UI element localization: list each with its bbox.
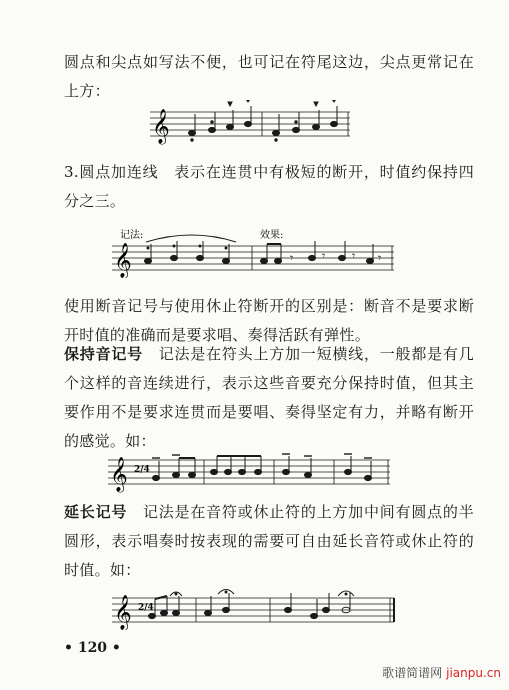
- treble-clef-icon: 𝄞: [152, 109, 170, 144]
- watermark-site-name: 歌谱简谱网: [382, 666, 443, 680]
- paragraph-dot-with-slur: 3.圆点加连线 表示在连贯中有极短的断开，时值约保持四分之三。: [64, 163, 474, 210]
- paragraph-tenuto: [64, 340, 474, 456]
- treble-clef-icon: 𝄞: [110, 457, 128, 492]
- svg-text:𝄾: 𝄾: [352, 249, 356, 263]
- music-example-fermata: [112, 584, 402, 630]
- music-example-tenuto: [108, 450, 398, 494]
- svg-text:𝄾: 𝄾: [290, 251, 294, 265]
- example-label-notation: 记法:: [120, 230, 144, 241]
- term-tenuto: 保持音记号: [64, 345, 143, 363]
- paragraph-staccato-vs-rest: 使用断音记号与使用休止符断开的区别是：断音不是要求断开时值的准确而是要求唱、奏得活跃有弹性。: [64, 297, 474, 344]
- term-fermata: 延长记号: [64, 503, 128, 521]
- svg-text:𝄾: 𝄾: [322, 249, 326, 263]
- paragraph-dot-position: 圆点和尖点如写法不便，也可记在符尾这边，尖点更常记在上方：: [64, 53, 474, 100]
- paragraph-fermata: [64, 498, 474, 585]
- music-example-portato: [112, 226, 402, 278]
- treble-clef-icon: 𝄞: [114, 243, 132, 278]
- time-signature: 2/4: [134, 465, 150, 475]
- treble-clef-icon: 𝄞: [114, 595, 132, 630]
- page-number: • 120 •: [64, 640, 121, 656]
- music-example-staccato-dots: [150, 100, 360, 148]
- example-label-effect: 效果:: [260, 230, 284, 241]
- tenuto-description: 记法是在符头上方加一短横线，一般都是有几个这样的音连续进行，表示这些音要充分保持时值，但其主要作用不是要求连贯而是要唱、奏得坚定有力，并略有断开的感觉。如：: [64, 345, 474, 450]
- fermata-description: 记法是在音符或休止符的上方加中间有圆点的半圆形，表示唱奏时按表现的需要可自由延长音符或休止符的时值。如：: [64, 503, 474, 579]
- svg-text:𝄾: 𝄾: [378, 251, 382, 265]
- watermark-url: jianpu.cn: [446, 666, 501, 680]
- watermark: [382, 664, 501, 681]
- time-signature: 2/4: [138, 603, 154, 613]
